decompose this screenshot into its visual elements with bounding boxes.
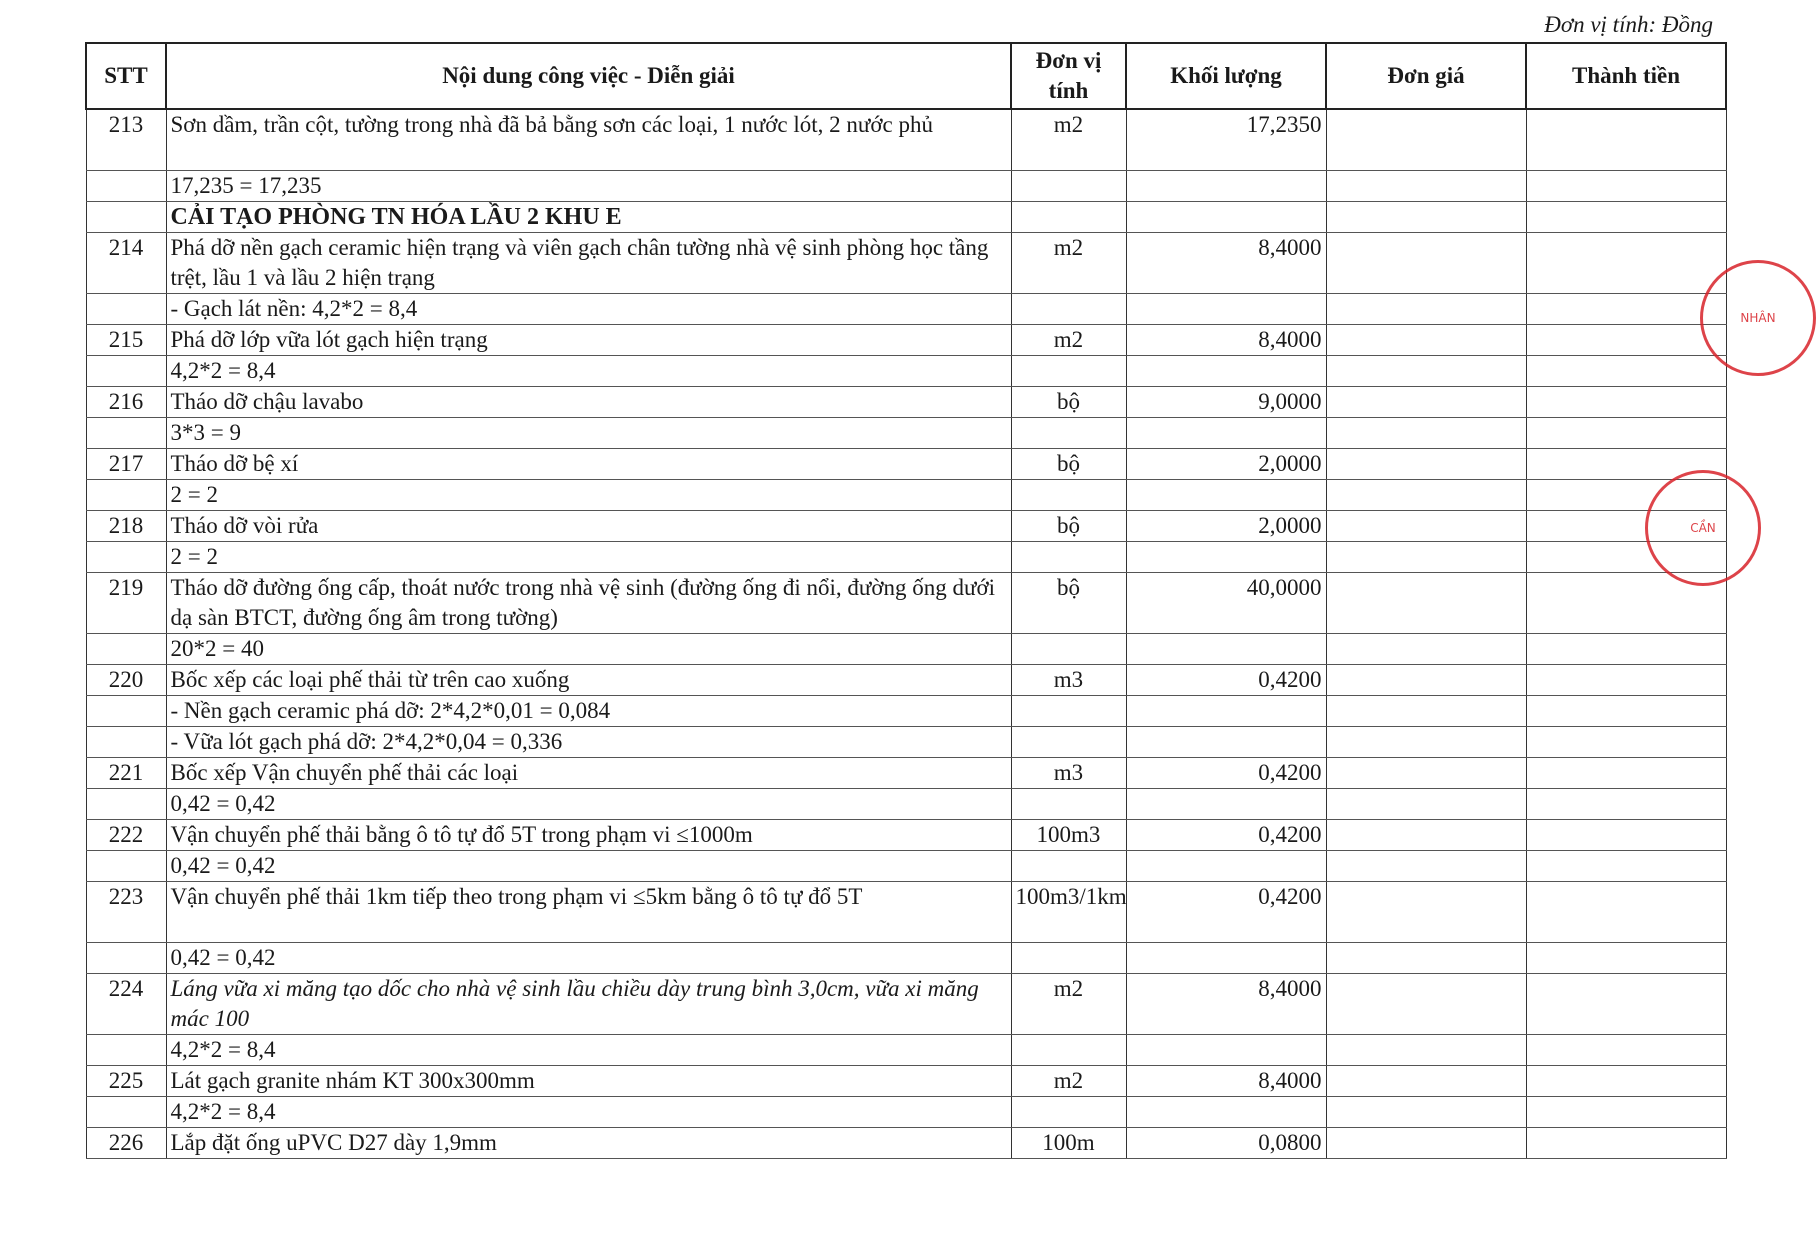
row-description: 2 = 2 — [166, 480, 1011, 511]
table-row — [86, 696, 1726, 727]
row-quantity: 0,4200 — [1126, 882, 1326, 943]
row-stt: 219 — [86, 573, 166, 634]
row-unit: 100m3/1km — [1011, 882, 1126, 943]
row-quantity: 2,0000 — [1126, 511, 1326, 542]
row-stt: 217 — [86, 449, 166, 480]
row-unit-price — [1326, 974, 1526, 1035]
row-description: 0,42 = 0,42 — [166, 851, 1011, 882]
row-total — [1526, 418, 1726, 449]
table-row — [86, 727, 1726, 758]
row-description: 20*2 = 40 — [166, 634, 1011, 665]
row-unit: m3 — [1011, 665, 1126, 696]
bill-of-quantities-table — [85, 42, 1727, 1159]
row-total — [1526, 696, 1726, 727]
row-stt: 214 — [86, 233, 166, 294]
row-total — [1526, 665, 1726, 696]
table-row — [86, 356, 1726, 387]
row-total — [1526, 1066, 1726, 1097]
row-description: - Vữa lót gạch phá dỡ: 2*4,2*0,04 = 0,336 — [166, 727, 1011, 758]
row-unit — [1011, 1035, 1126, 1066]
row-unit: m2 — [1011, 974, 1126, 1035]
row-unit-price — [1326, 1035, 1526, 1066]
row-description: Vận chuyển phế thải bằng ô tô tự đổ 5T trong phạm vi ≤1000m — [166, 820, 1011, 851]
row-quantity: 17,2350 — [1126, 109, 1326, 171]
table-row — [86, 294, 1726, 325]
row-unit — [1011, 1097, 1126, 1128]
table-row — [86, 634, 1726, 665]
row-description: Phá dỡ nền gạch ceramic hiện trạng và viên gạch chân tường nhà vệ sinh phòng học tầng trệt, lầu 1 và lầu 2 hiện trạng — [166, 233, 1011, 294]
row-unit-price — [1326, 109, 1526, 171]
row-stt — [86, 1097, 166, 1128]
row-stt: 213 — [86, 109, 166, 171]
row-unit — [1011, 696, 1126, 727]
red-seal-stamp: NHÂN — [1700, 260, 1816, 376]
row-total — [1526, 882, 1726, 943]
row-unit: bộ — [1011, 511, 1126, 542]
row-unit-price — [1326, 789, 1526, 820]
row-unit-price — [1326, 356, 1526, 387]
row-unit — [1011, 294, 1126, 325]
table-row — [86, 1066, 1726, 1097]
table-row — [86, 449, 1726, 480]
row-stt — [86, 480, 166, 511]
row-stt — [86, 202, 166, 233]
table-row — [86, 882, 1726, 943]
row-unit-price — [1326, 758, 1526, 789]
row-stt: 224 — [86, 974, 166, 1035]
row-quantity — [1126, 696, 1326, 727]
row-quantity — [1126, 294, 1326, 325]
row-total — [1526, 202, 1726, 233]
row-stt — [86, 727, 166, 758]
row-quantity — [1126, 851, 1326, 882]
row-description: Láng vữa xi măng tạo dốc cho nhà vệ sinh lầu chiều dày trung bình 3,0cm, vữa xi măng mác 100 — [166, 974, 1011, 1035]
row-stt — [86, 634, 166, 665]
row-description: 0,42 = 0,42 — [166, 943, 1011, 974]
row-quantity: 0,0800 — [1126, 1128, 1326, 1159]
row-quantity — [1126, 1097, 1326, 1128]
row-description: Lát gạch granite nhám KT 300x300mm — [166, 1066, 1011, 1097]
row-quantity — [1126, 480, 1326, 511]
header-unit-price: Đơn giá — [1326, 43, 1526, 109]
row-stt — [86, 1035, 166, 1066]
row-quantity: 9,0000 — [1126, 387, 1326, 418]
row-unit-price — [1326, 325, 1526, 356]
row-stt — [86, 356, 166, 387]
row-total — [1526, 727, 1726, 758]
row-stt: 221 — [86, 758, 166, 789]
row-unit: bộ — [1011, 387, 1126, 418]
row-unit — [1011, 727, 1126, 758]
red-seal-stamp: CẦN — [1645, 470, 1761, 586]
row-quantity — [1126, 1035, 1326, 1066]
row-stt: 215 — [86, 325, 166, 356]
row-total — [1526, 325, 1726, 356]
header-total: Thành tiền — [1526, 43, 1726, 109]
row-stt: 226 — [86, 1128, 166, 1159]
row-unit-price — [1326, 202, 1526, 233]
row-description: Lắp đặt ống uPVC D27 dày 1,9mm — [166, 1128, 1011, 1159]
row-description: Bốc xếp các loại phế thải từ trên cao xuống — [166, 665, 1011, 696]
row-unit-price — [1326, 1066, 1526, 1097]
row-quantity — [1126, 171, 1326, 202]
row-stt — [86, 294, 166, 325]
header-description: Nội dung công việc - Diễn giải — [166, 43, 1011, 109]
row-unit-price — [1326, 634, 1526, 665]
row-stt: 216 — [86, 387, 166, 418]
header-quantity: Khối lượng — [1126, 43, 1326, 109]
table-row — [86, 171, 1726, 202]
table-row — [86, 1128, 1726, 1159]
table-row — [86, 480, 1726, 511]
row-unit-price — [1326, 573, 1526, 634]
row-unit — [1011, 943, 1126, 974]
row-total — [1526, 851, 1726, 882]
table-row — [86, 109, 1726, 171]
table-row — [86, 573, 1726, 634]
row-quantity: 0,4200 — [1126, 665, 1326, 696]
row-unit-price — [1326, 882, 1526, 943]
table-row — [86, 943, 1726, 974]
row-unit-price — [1326, 1097, 1526, 1128]
row-unit — [1011, 171, 1126, 202]
row-unit: m2 — [1011, 233, 1126, 294]
row-unit-price — [1326, 449, 1526, 480]
row-unit: m2 — [1011, 325, 1126, 356]
row-quantity: 0,4200 — [1126, 758, 1326, 789]
table-row — [86, 387, 1726, 418]
header-stt: STT — [86, 43, 166, 109]
row-unit: m3 — [1011, 758, 1126, 789]
row-stt: 218 — [86, 511, 166, 542]
row-quantity: 8,4000 — [1126, 1066, 1326, 1097]
row-unit-price — [1326, 294, 1526, 325]
row-unit: 100m — [1011, 1128, 1126, 1159]
row-total — [1526, 1128, 1726, 1159]
row-unit-price — [1326, 665, 1526, 696]
table-row — [86, 542, 1726, 573]
row-description: Tháo dỡ chậu lavabo — [166, 387, 1011, 418]
row-unit — [1011, 418, 1126, 449]
row-description: Sơn dầm, trần cột, tường trong nhà đã bả bằng sơn các loại, 1 nước lót, 2 nước phủ — [166, 109, 1011, 171]
row-unit-price — [1326, 727, 1526, 758]
table-row — [86, 1097, 1726, 1128]
row-description: 0,42 = 0,42 — [166, 789, 1011, 820]
table-row — [86, 418, 1726, 449]
row-description: 4,2*2 = 8,4 — [166, 1097, 1011, 1128]
row-unit: m2 — [1011, 109, 1126, 171]
header-unit: Đơn vị tính — [1011, 43, 1126, 109]
row-quantity — [1126, 202, 1326, 233]
row-stt — [86, 171, 166, 202]
row-total — [1526, 1097, 1726, 1128]
row-total — [1526, 233, 1726, 294]
table-row — [86, 511, 1726, 542]
row-description: Tháo dỡ đường ống cấp, thoát nước trong nhà vệ sinh (đường ống đi nổi, đường ống dưới dạ sàn BTCT, đường ống âm trong tường) — [166, 573, 1011, 634]
row-unit-price — [1326, 696, 1526, 727]
row-unit-price — [1326, 1128, 1526, 1159]
row-total — [1526, 634, 1726, 665]
row-quantity — [1126, 789, 1326, 820]
table-row — [86, 820, 1726, 851]
row-description: 4,2*2 = 8,4 — [166, 1035, 1011, 1066]
row-total — [1526, 1035, 1726, 1066]
row-unit-price — [1326, 851, 1526, 882]
row-unit-price — [1326, 233, 1526, 294]
row-description: 4,2*2 = 8,4 — [166, 356, 1011, 387]
row-total — [1526, 974, 1726, 1035]
row-unit — [1011, 789, 1126, 820]
row-stt: 223 — [86, 882, 166, 943]
row-unit — [1011, 202, 1126, 233]
row-unit — [1011, 480, 1126, 511]
table-row — [86, 325, 1726, 356]
row-total — [1526, 171, 1726, 202]
row-description: - Nền gạch ceramic phá dỡ: 2*4,2*0,01 = 0,084 — [166, 696, 1011, 727]
row-description: Tháo dỡ bệ xí — [166, 449, 1011, 480]
row-description: 2 = 2 — [166, 542, 1011, 573]
table-row — [86, 665, 1726, 696]
row-unit: bộ — [1011, 449, 1126, 480]
row-quantity: 8,4000 — [1126, 233, 1326, 294]
row-quantity: 8,4000 — [1126, 325, 1326, 356]
row-description: Bốc xếp Vận chuyển phế thải các loại — [166, 758, 1011, 789]
row-stt — [86, 789, 166, 820]
row-total — [1526, 820, 1726, 851]
table-row — [86, 974, 1726, 1035]
table-row — [86, 202, 1726, 233]
row-unit: 100m3 — [1011, 820, 1126, 851]
row-unit: m2 — [1011, 1066, 1126, 1097]
row-description: 3*3 = 9 — [166, 418, 1011, 449]
row-total — [1526, 789, 1726, 820]
row-description: - Gạch lát nền: 4,2*2 = 8,4 — [166, 294, 1011, 325]
row-unit: bộ — [1011, 573, 1126, 634]
table-row — [86, 1035, 1726, 1066]
unit-note: Đơn vị tính: Đồng — [1544, 12, 1713, 37]
row-description: Vận chuyển phế thải 1km tiếp theo trong phạm vi ≤5km bằng ô tô tự đổ 5T — [166, 882, 1011, 943]
row-stt: 222 — [86, 820, 166, 851]
row-description: Tháo dỡ vòi rửa — [166, 511, 1011, 542]
row-quantity — [1126, 727, 1326, 758]
row-unit — [1011, 542, 1126, 573]
row-total — [1526, 758, 1726, 789]
row-unit-price — [1326, 171, 1526, 202]
row-stt — [86, 696, 166, 727]
row-total — [1526, 109, 1726, 171]
row-stt — [86, 851, 166, 882]
row-quantity — [1126, 634, 1326, 665]
table-row — [86, 758, 1726, 789]
row-unit-price — [1326, 943, 1526, 974]
row-total — [1526, 387, 1726, 418]
table-row — [86, 789, 1726, 820]
table-header-row — [86, 43, 1726, 109]
row-stt — [86, 943, 166, 974]
table-row — [86, 233, 1726, 294]
row-quantity: 40,0000 — [1126, 573, 1326, 634]
row-unit — [1011, 634, 1126, 665]
row-quantity: 0,4200 — [1126, 820, 1326, 851]
row-quantity — [1126, 542, 1326, 573]
row-unit-price — [1326, 820, 1526, 851]
row-unit-price — [1326, 511, 1526, 542]
row-unit-price — [1326, 542, 1526, 573]
row-unit — [1011, 851, 1126, 882]
row-stt — [86, 542, 166, 573]
row-unit-price — [1326, 480, 1526, 511]
row-stt — [86, 418, 166, 449]
row-quantity — [1126, 356, 1326, 387]
row-total — [1526, 943, 1726, 974]
row-stt: 220 — [86, 665, 166, 696]
row-quantity: 2,0000 — [1126, 449, 1326, 480]
row-description: 17,235 = 17,235 — [166, 171, 1011, 202]
row-unit-price — [1326, 418, 1526, 449]
row-quantity: 8,4000 — [1126, 974, 1326, 1035]
row-description: Phá dỡ lớp vữa lót gạch hiện trạng — [166, 325, 1011, 356]
row-unit — [1011, 356, 1126, 387]
row-unit-price — [1326, 387, 1526, 418]
row-total — [1526, 294, 1726, 325]
row-stt: 225 — [86, 1066, 166, 1097]
row-quantity — [1126, 418, 1326, 449]
row-description: CẢI TẠO PHÒNG TN HÓA LẦU 2 KHU E — [166, 202, 1011, 233]
row-total — [1526, 356, 1726, 387]
table-row — [86, 851, 1726, 882]
row-quantity — [1126, 943, 1326, 974]
